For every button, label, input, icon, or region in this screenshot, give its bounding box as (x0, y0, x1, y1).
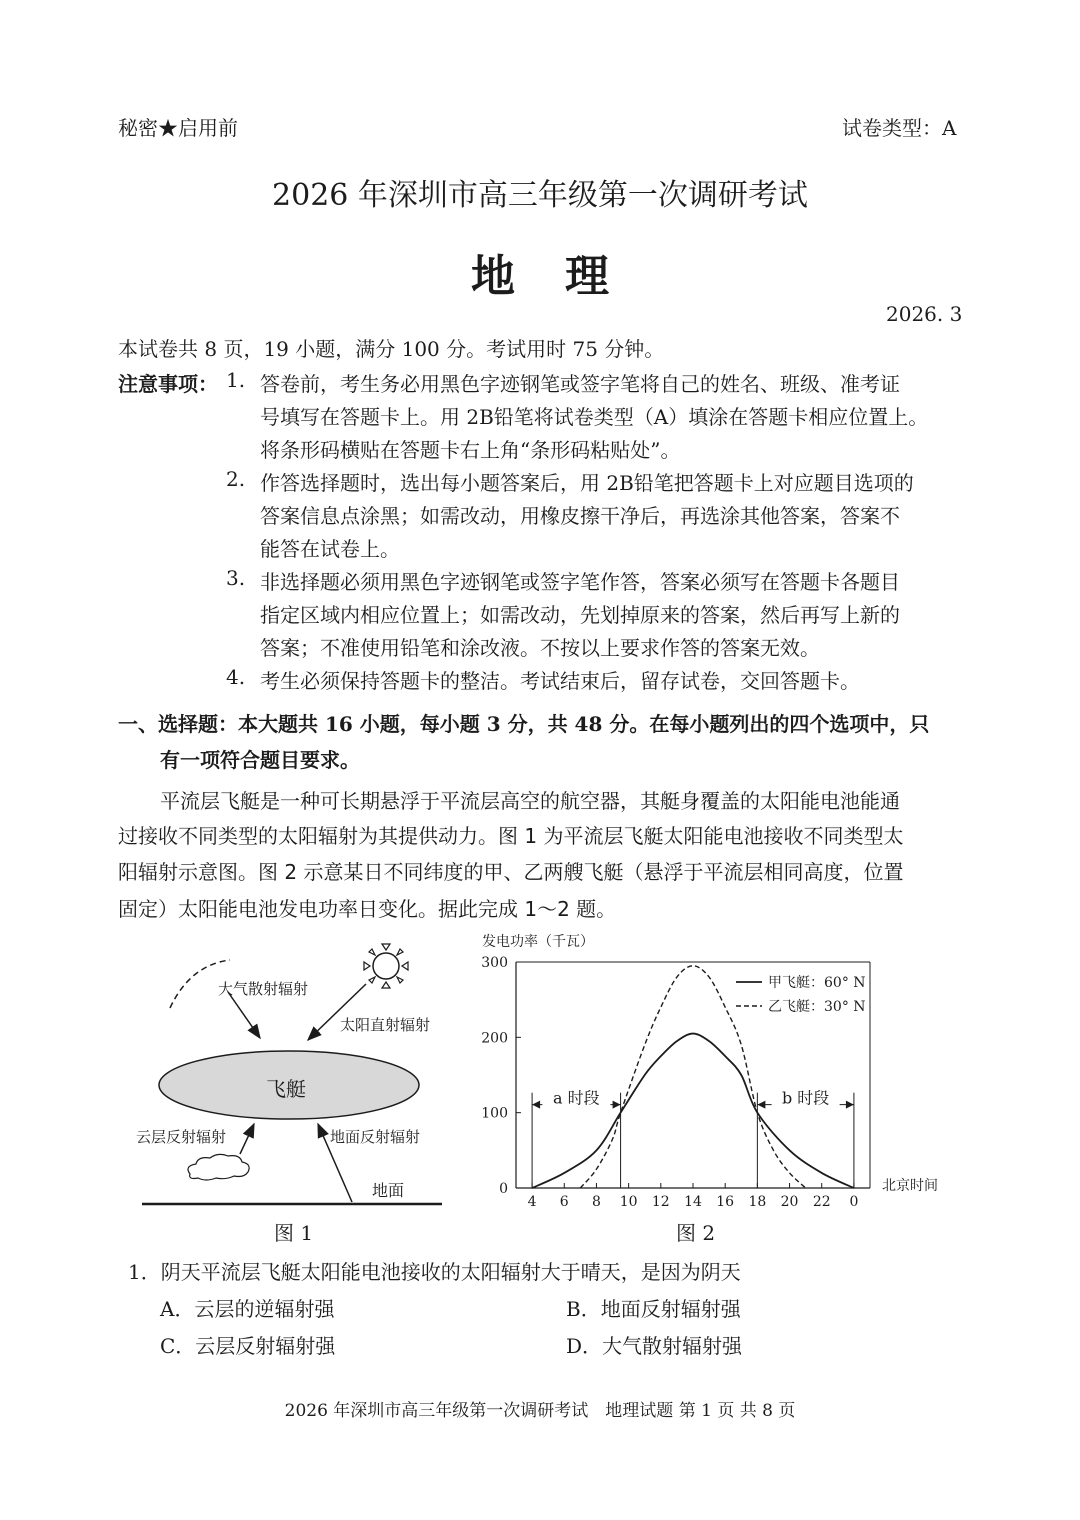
period-arrowhead (532, 1101, 540, 1109)
exam-title: 2026 年深圳市高三年级第一次调研考试 (272, 178, 808, 213)
x-tick-label: 6 (559, 1194, 569, 1210)
x-tick-label: 14 (684, 1194, 702, 1210)
y-tick-label: 300 (481, 955, 508, 971)
x-tick-label: 4 (527, 1194, 537, 1210)
label-ground-reflect: 地面反射辐射 (330, 1128, 421, 1146)
notice-item-4-line: 考生必须保持答题卡的整洁。考试结束后，留存试卷，交回答题卡。 (260, 669, 860, 693)
notice-item-3-num: 3. (226, 566, 246, 590)
paper-type-label: 试卷类型：A (842, 116, 957, 140)
notice-item-1-line: 答卷前，考生务必用黑色字迹钢笔或签字笔将自己的姓名、班级、准考证 (260, 372, 900, 396)
period-arrowhead (846, 1101, 854, 1109)
subject-title: 地理 (471, 251, 659, 302)
option-a[interactable]: A．云层的逆辐射强 (160, 1297, 335, 1321)
notice-item-4-num: 4. (226, 665, 246, 689)
intro-line: 过接收不同类型的太阳辐射为其提供动力。图 1 为平流层飞艇太阳能电池接收不同类型太 (118, 824, 904, 848)
intro-line: 阳辐射示意图。图 2 示意某日不同纬度的甲、乙两艘飞艇（悬浮于平流层相同高度，位置 (118, 860, 904, 884)
label-direct: 太阳直射辐射 (340, 1016, 431, 1034)
legend-label: 乙飞艇：30° N (768, 999, 866, 1015)
question-1-stem: 1．阴天平流层飞艇太阳能电池接收的太阳辐射大于晴天，是因为阴天 (128, 1260, 741, 1284)
notice-item-2-line: 能答在试卷上。 (260, 537, 400, 561)
x-tick-label: 16 (716, 1194, 735, 1210)
sun-icon (364, 944, 408, 988)
y-axis-title: 发电功率（千瓦） (482, 934, 594, 950)
y-tick-label: 200 (481, 1030, 508, 1047)
notice-item-3-line: 指定区域内相应位置上；如需改动，先划掉原来的答案，然后再写上新的 (260, 603, 900, 627)
section-heading-cont: 有一项符合题目要求。 (160, 748, 360, 772)
x-tick-label: 12 (651, 1194, 670, 1210)
label-ground: 地面 (372, 1181, 405, 1200)
y-tick-label: 0 (499, 1181, 508, 1197)
option-d[interactable]: D．大气散射辐射强 (566, 1334, 743, 1358)
confidential-label: 秘密★启用前 (118, 116, 238, 140)
x-tick-label: 8 (591, 1194, 601, 1210)
section-heading: 一、选择题：本大题共 16 小题，每小题 3 分，共 48 分。在每小题列出的四个选项中，只 (118, 712, 930, 736)
intro-line: 平流层飞艇是一种可长期悬浮于平流层高空的航空器，其艇身覆盖的太阳能电池能通 (160, 789, 900, 813)
label-scatter: 大气散射辐射 (218, 980, 309, 998)
label-cloud-reflect: 云层反射辐射 (136, 1128, 227, 1146)
notice-item-1-num: 1. (226, 368, 246, 392)
figure-1-caption: 图 1 (274, 1221, 314, 1245)
notice-label: 注意事项： (118, 372, 218, 396)
option-c[interactable]: C．云层反射辐射强 (160, 1334, 336, 1358)
series-jia-line (532, 1034, 854, 1188)
period-arrowhead (613, 1101, 621, 1109)
period-arrowhead (757, 1101, 765, 1109)
period-b-label: b 时段 (781, 1088, 830, 1108)
y-tick-label: 100 (481, 1105, 508, 1122)
intro-line: 固定）太阳能电池发电功率日变化。据此完成 1～2 题。 (118, 897, 617, 921)
notice-item-1-line: 号填写在答题卡上。用 2B铅笔将试卷类型（A）填涂在答题卡相应位置上。 (260, 405, 929, 429)
x-tick-label: 20 (780, 1194, 799, 1210)
period-a-label: a 时段 (553, 1088, 600, 1108)
cloud-icon (188, 1154, 249, 1180)
x-axis-title: 北京时间 (882, 1178, 938, 1194)
cloud-reflect-arrow (240, 1124, 254, 1154)
notice-item-3-line: 非选择题必须用黑色字迹钢笔或签字笔作答，答案必须写在答题卡各题目 (260, 570, 900, 594)
label-airship: 飞艇 (266, 1077, 306, 1101)
notice-item-2-line: 作答选择题时，选出每小题答案后，用 2B铅笔把答题卡上对应题目选项的 (260, 471, 914, 495)
x-tick-label: 0 (849, 1194, 859, 1210)
exam-info: 本试卷共 8 页，19 小题，满分 100 分。考试用时 75 分钟。 (118, 337, 665, 361)
notice-item-1-line: 将条形码横贴在答题卡右上角“条形码粘贴处”。 (260, 438, 681, 462)
page-footer: 2026 年深圳市高三年级第一次调研考试 地理试题 第 1 页 共 8 页 (284, 1401, 796, 1421)
exam-date: 2026. 3 (886, 302, 963, 326)
legend-label: 甲飞艇：60° N (768, 975, 866, 991)
notice-item-2-num: 2. (226, 467, 246, 491)
x-tick-label: 10 (619, 1194, 638, 1210)
notice-item-3-line: 答案；不准使用铅笔和涂改液。不按以上要求作答的答案无效。 (260, 636, 820, 660)
option-b[interactable]: B．地面反射辐射强 (566, 1297, 741, 1321)
x-tick-label: 18 (748, 1194, 767, 1210)
x-tick-label: 22 (812, 1194, 831, 1210)
notice-item-2-line: 答案信息点涂黑；如需改动，用橡皮擦干净后，再选涂其他答案，答案不 (260, 504, 900, 528)
figure-2-caption: 图 2 (676, 1221, 716, 1245)
figure-2-chart (466, 928, 966, 1218)
